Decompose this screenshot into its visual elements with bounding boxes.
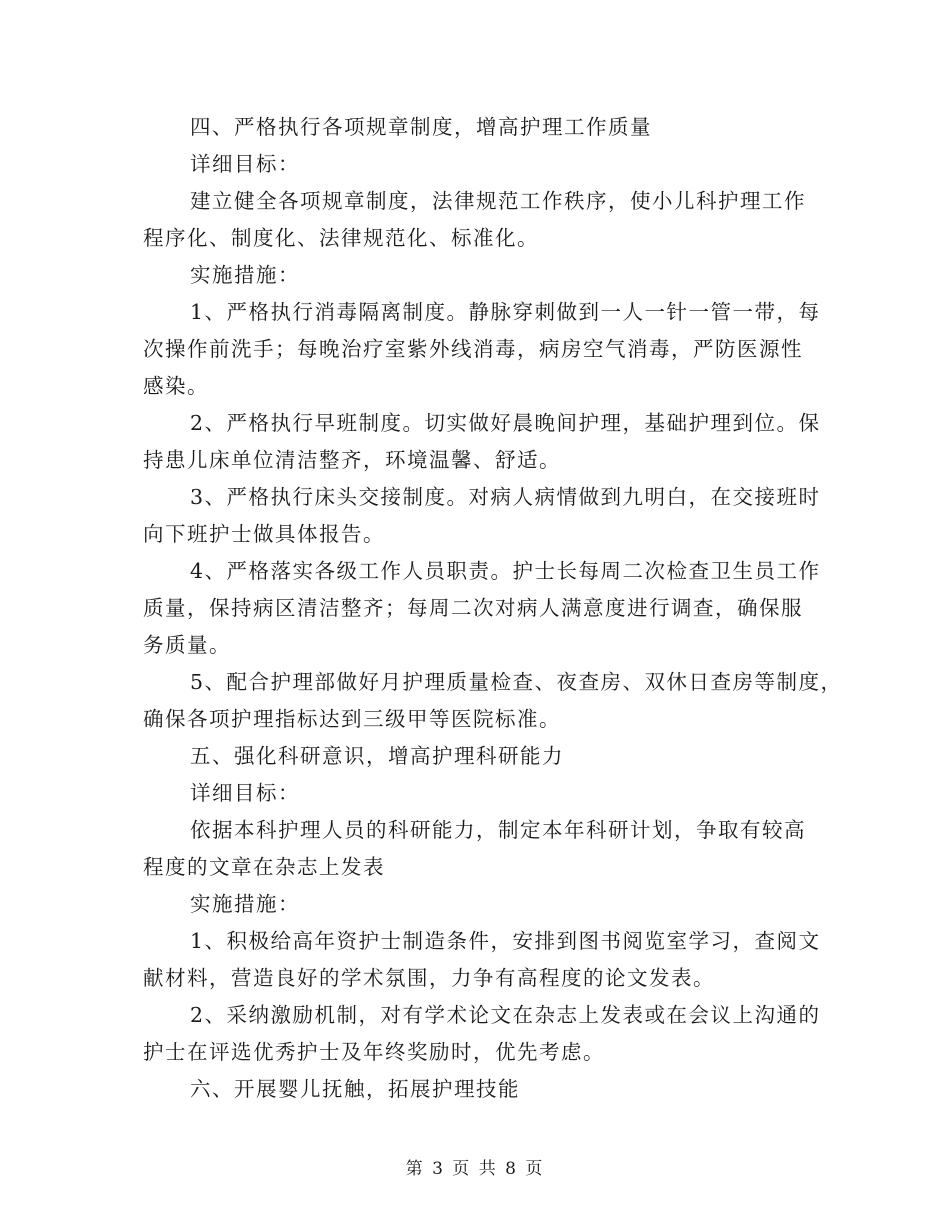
heading-section-6: 六、开展婴儿抚触，拓展护理技能 xyxy=(190,1077,520,1101)
subheading-goal: 详细目标： xyxy=(190,152,300,176)
list-item-line: 向下班护士做具体报告。 xyxy=(143,522,385,546)
heading-section-4: 四、严格执行各项规章制度，增高护理工作质量 xyxy=(190,115,652,139)
list-item-line: 护士在评选优秀护士及年终奖励时，优先考虑。 xyxy=(143,1040,605,1064)
list-item-line: 持患儿床单位清洁整齐，环境温馨、舒适。 xyxy=(143,448,561,472)
list-item-line: 献材料，营造良好的学术氛围，力争有高程度的论文发表。 xyxy=(143,966,715,990)
list-item-line: 1、严格执行消毒隔离制度。静脉穿刺做到一人一针一管一带，每 xyxy=(190,300,821,324)
list-item-line: 2、采纳激励机制，对有学术论文在杂志上发表或在会议上沟通的 xyxy=(190,1003,821,1027)
subheading-measures: 实施措施： xyxy=(190,892,300,916)
list-item-line: 次操作前洗手；每晚治疗室紫外线消毒，病房空气消毒，严防医源性 xyxy=(143,337,803,361)
list-item-line: 2、严格执行早班制度。切实做好晨晚间护理，基础护理到位。保 xyxy=(190,411,821,435)
heading-section-5: 五、强化科研意识，增高护理科研能力 xyxy=(190,744,564,768)
list-item-line: 3、严格执行床头交接制度。对病人病情做到九明白，在交接班时 xyxy=(190,485,821,509)
paragraph-line: 依据本科护理人员的科研能力，制定本年科研计划，争取有较高 xyxy=(190,818,806,842)
list-item-line: 质量，保持病区清洁整齐；每周二次对病人满意度进行调查，确保服 xyxy=(143,596,803,620)
list-item-line: 4、严格落实各级工作人员职责。护士长每周二次检查卫生员工作 xyxy=(190,559,821,583)
list-item-line: 确保各项护理指标达到三级甲等医院标准。 xyxy=(143,707,561,731)
subheading-goal: 详细目标： xyxy=(190,781,300,805)
list-item-line: 务质量。 xyxy=(143,633,231,657)
list-item-line: 1、积极给高年资护士制造条件，安排到图书阅览室学习，查阅文 xyxy=(190,929,821,953)
page-number-footer: 第 3 页 共 8 页 xyxy=(405,1159,545,1179)
subheading-measures: 实施措施： xyxy=(190,263,300,287)
list-item-line: 感染。 xyxy=(143,374,209,398)
paragraph-line: 建立健全各项规章制度，法律规范工作秩序，使小儿科护理工作 xyxy=(190,189,806,213)
paragraph-line: 程序化、制度化、法律规范化、标准化。 xyxy=(143,226,539,250)
list-item-line: 5、配合护理部做好月护理质量检查、夜查房、双休日查房等制度， xyxy=(190,670,843,694)
paragraph-line: 程度的文章在杂志上发表 xyxy=(143,855,385,879)
